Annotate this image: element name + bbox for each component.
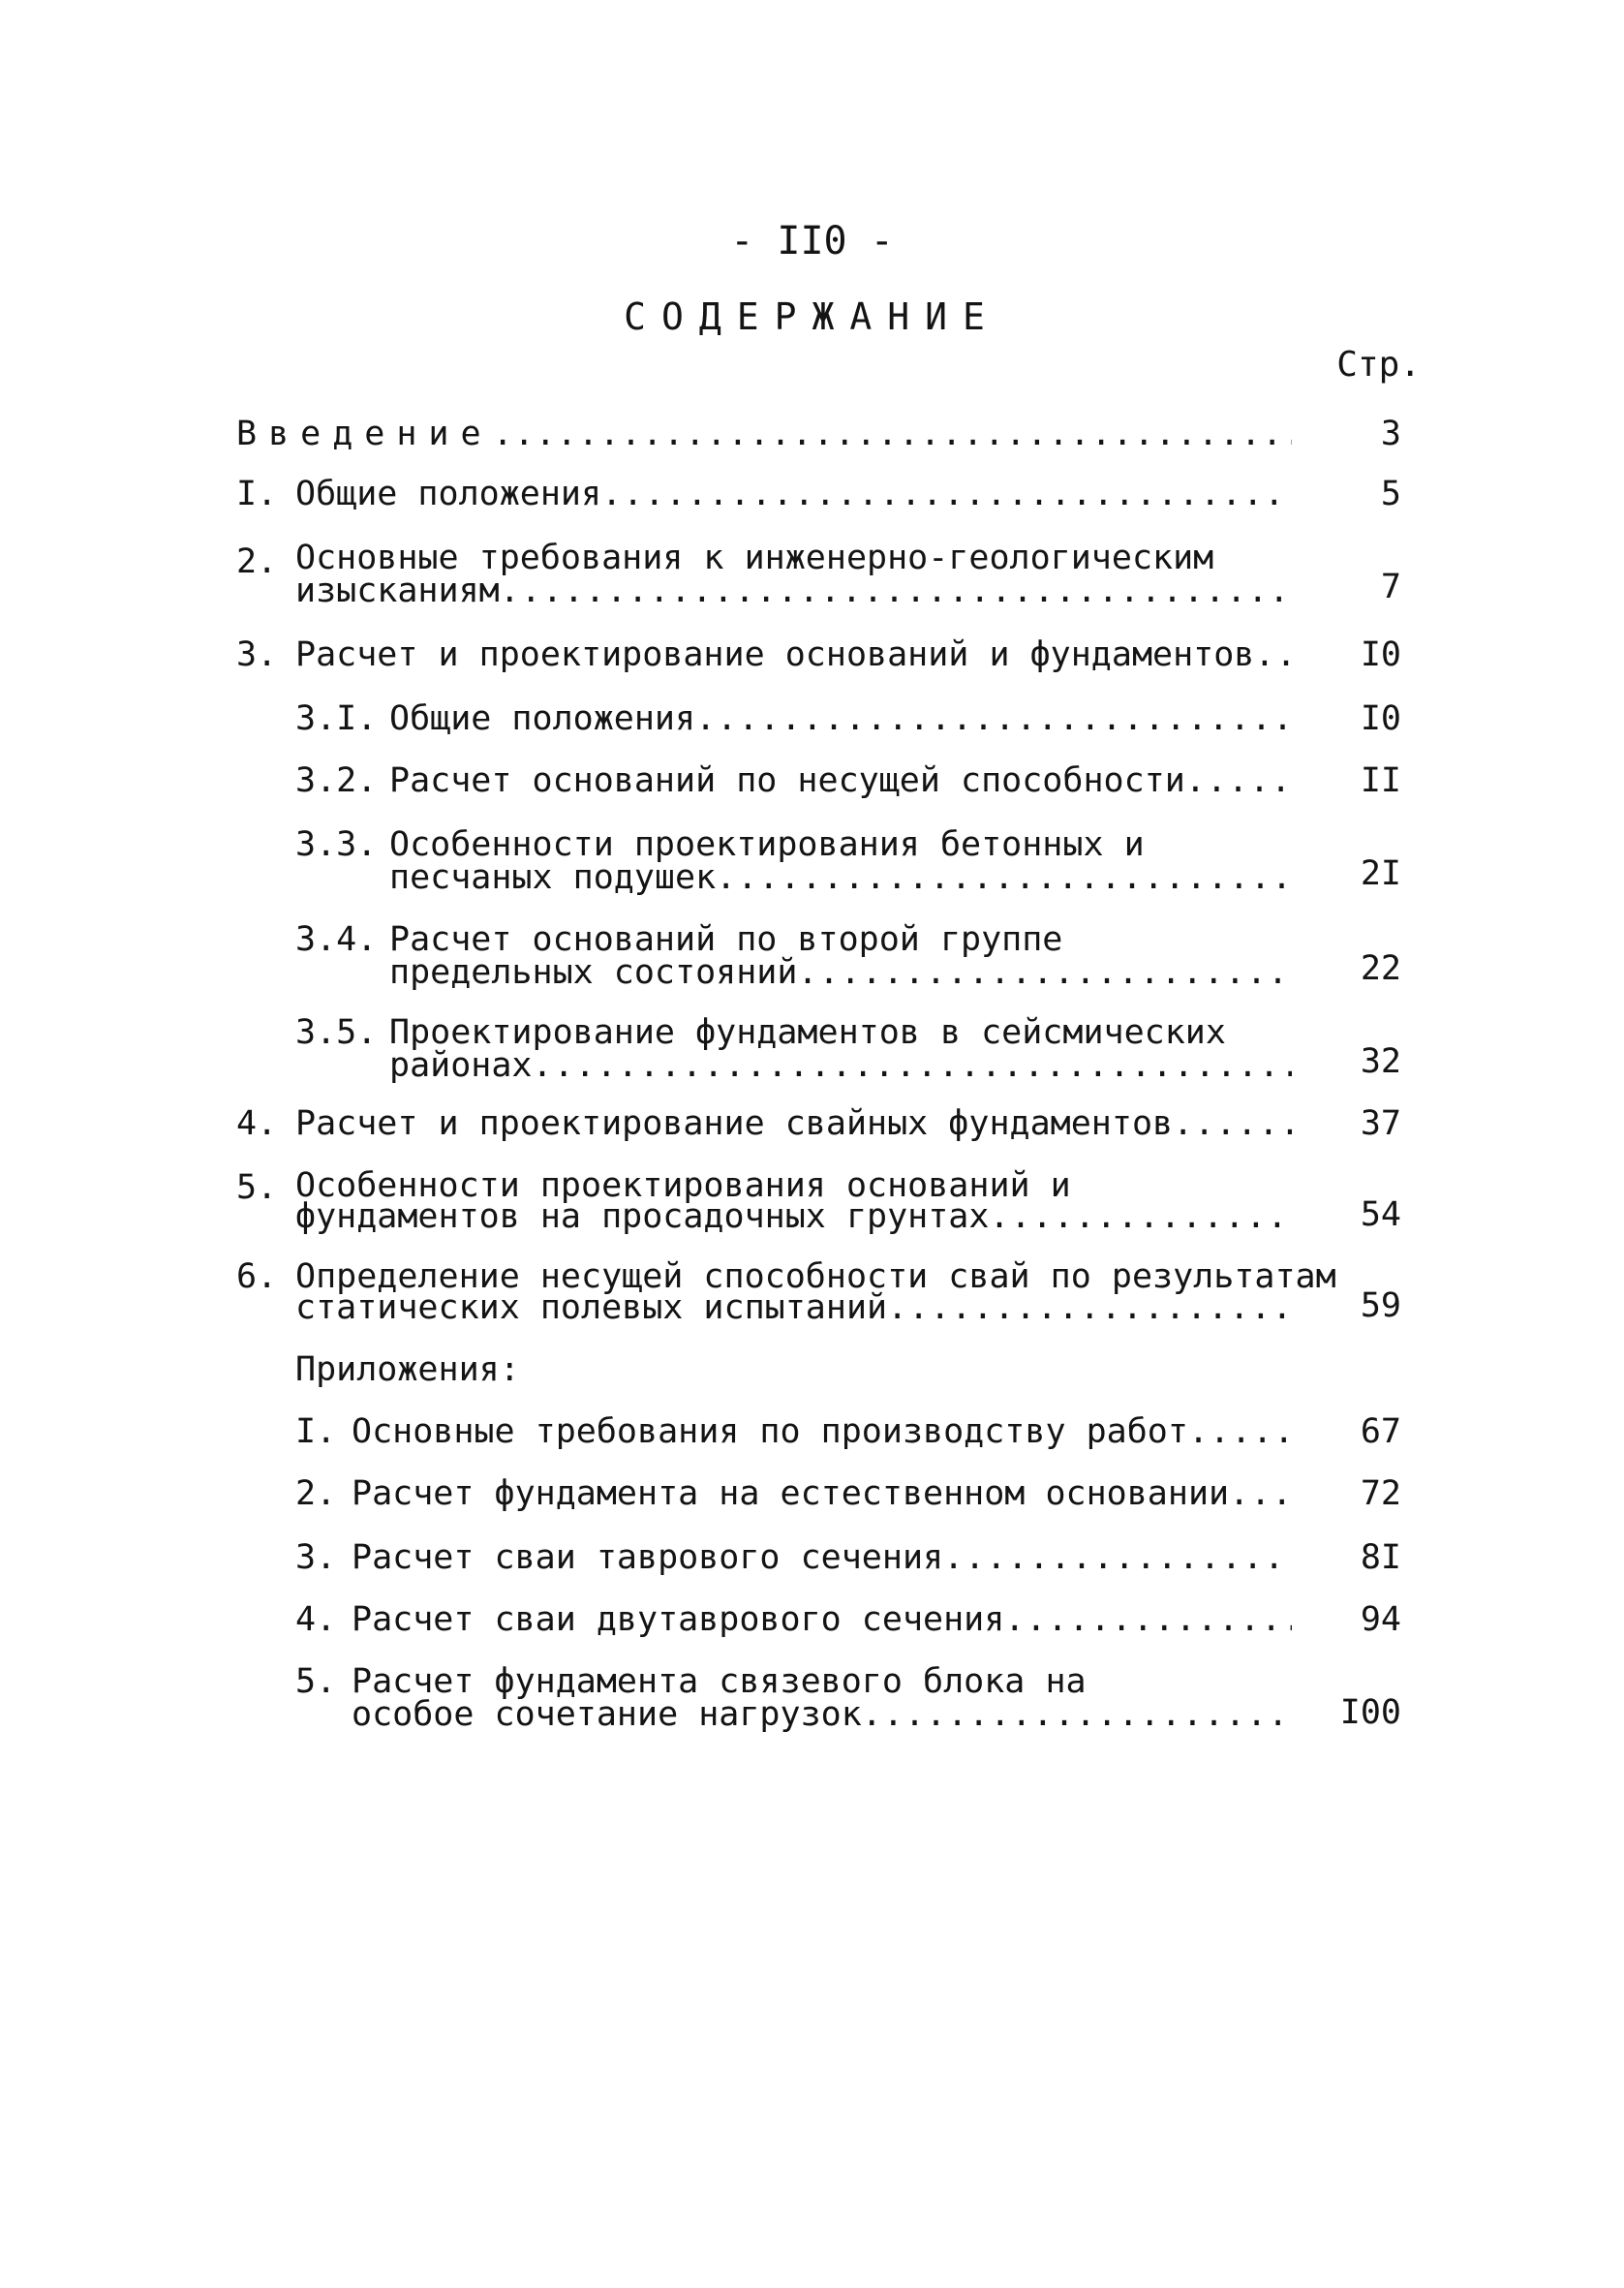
appendix-entry-page: 67 xyxy=(1360,1412,1401,1451)
toc-entry-title: Расчет оснований по несущей способности xyxy=(389,761,1185,800)
toc-entry-page: 37 xyxy=(1360,1104,1401,1143)
leader-dots xyxy=(1004,1600,1292,1639)
leader-dots xyxy=(493,415,1292,453)
leader-dots xyxy=(1229,1474,1292,1513)
toc-entry-page: 3 xyxy=(1380,415,1401,453)
leader-dots xyxy=(1185,761,1292,800)
toc-entry-number: 3.2. xyxy=(295,761,378,800)
toc-entry-title: Общие положения xyxy=(389,699,696,738)
toc-entry-title-line: Особенности проектирования бетонных и xyxy=(389,825,1145,864)
leader-dots xyxy=(533,1046,1292,1085)
toc-entry-number: 6. xyxy=(236,1257,278,1296)
toc-entry-page: I0 xyxy=(1360,635,1401,674)
appendix-entry-page: I00 xyxy=(1339,1693,1401,1732)
leader-dots xyxy=(1173,1104,1292,1143)
toc-entry-number: 3.3. xyxy=(295,825,378,864)
leader-dots xyxy=(1188,1412,1292,1451)
appendix-entry-number: 3. xyxy=(295,1538,337,1577)
toc-entry-page: 54 xyxy=(1360,1195,1401,1234)
toc-entry-number: 3.4. xyxy=(295,920,378,959)
toc-entry-title: Расчет и проектирование оснований и фундаментов xyxy=(295,635,1255,674)
appendix-entry-number: I. xyxy=(295,1412,337,1451)
appendix-entry-title: Расчет фундамента на естественном основании xyxy=(352,1474,1230,1513)
toc-entry-title-line: статических полевых испытаний xyxy=(295,1288,888,1327)
appendix-entry-number: 5. xyxy=(295,1662,337,1701)
leader-dots xyxy=(716,858,1292,897)
appendix-entry-title-line: Расчет фундамента связевого блока на xyxy=(352,1662,1087,1701)
toc-entry-title-line: районах xyxy=(389,1046,533,1085)
toc-entry-number: 3.I. xyxy=(295,699,378,738)
appendix-entry-title: Расчет сваи таврового сечения xyxy=(352,1538,944,1577)
toc-entry-page: 2I xyxy=(1360,854,1401,893)
toc-entry-title: Введение xyxy=(236,415,493,453)
appendix-entry-title: Основные требования по производству работ xyxy=(352,1412,1188,1451)
toc-entry-page: 22 xyxy=(1360,949,1401,988)
appendix-entry-title: Расчет сваи двутаврового сечения xyxy=(352,1600,1005,1639)
toc-entry-page: II xyxy=(1360,761,1401,800)
toc-entry-title: Общие положения xyxy=(295,475,602,513)
toc-entry-title-line: Определение несущей способности свай по результатам xyxy=(295,1257,1336,1296)
toc-entry-title-line: Расчет оснований по второй группе xyxy=(389,920,1063,959)
appendix-entry-page: 94 xyxy=(1360,1600,1401,1639)
toc-entry-title-line: песчаных подушек xyxy=(389,858,717,897)
page-title: СОДЕРЖАНИЕ xyxy=(624,295,1000,338)
leader-dots xyxy=(989,1197,1292,1236)
toc-entry-page: 32 xyxy=(1360,1042,1401,1081)
toc-entry-number: 4. xyxy=(236,1104,278,1143)
toc-entry-title-line: Проектирование фундаментов в сейсмических xyxy=(389,1013,1226,1052)
page-number: - II0 - xyxy=(730,219,894,263)
toc-entry-title: Расчет и проектирование свайных фундаментов xyxy=(295,1104,1174,1143)
toc-entry-number: 5. xyxy=(236,1168,278,1207)
toc-entry-number: I. xyxy=(236,475,278,513)
appendix-entry-number: 4. xyxy=(295,1600,337,1639)
toc-entry-page: 7 xyxy=(1380,568,1401,606)
toc-entry-page: 59 xyxy=(1360,1286,1401,1325)
appendices-heading: Приложения: xyxy=(295,1350,520,1389)
page-column-header: Стр. xyxy=(1336,345,1421,385)
toc-entry-title-line: Основные требования к инженерно-геологическим xyxy=(295,539,1214,577)
toc-entry-number: 2. xyxy=(236,542,278,581)
leader-dots xyxy=(500,572,1292,610)
leader-dots xyxy=(943,1538,1292,1577)
toc-entry-page: 5 xyxy=(1380,475,1401,513)
leader-dots xyxy=(601,475,1292,513)
toc-entry-title-line: Особенности проектирования оснований и xyxy=(295,1166,1071,1205)
toc-entry-title-line: предельных состояний xyxy=(389,953,798,992)
leader-dots xyxy=(797,953,1292,992)
appendix-entry-page: 72 xyxy=(1360,1474,1401,1513)
leader-dots xyxy=(695,699,1292,738)
appendix-entry-number: 2. xyxy=(295,1474,337,1513)
toc-entry-number: 3. xyxy=(236,635,278,674)
appendix-entry-title-line: особое сочетание нагрузок xyxy=(352,1695,862,1734)
toc-entry-title-line: изысканиям xyxy=(295,572,500,610)
appendix-entry-page: 8I xyxy=(1360,1538,1401,1577)
leader-dots xyxy=(862,1695,1292,1734)
toc-entry-number: 3.5. xyxy=(295,1013,378,1052)
toc-entry-page: I0 xyxy=(1360,699,1401,738)
leader-dots xyxy=(887,1288,1292,1327)
toc-entry-title-line: фундаментов на просадочных грунтах xyxy=(295,1197,990,1236)
